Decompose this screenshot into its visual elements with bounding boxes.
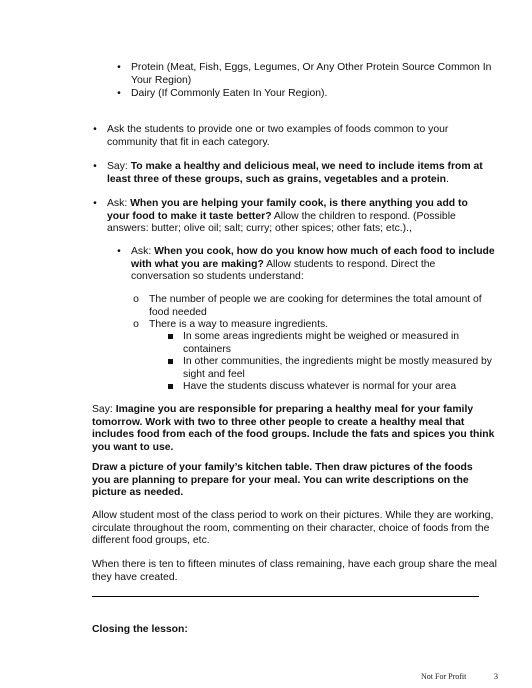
say-label: Say:	[92, 404, 116, 415]
ask-tail: Allow the children to respond. (Possible answers: butter; olive oil; salt; curry; other spices; other fats; etc.).,	[107, 210, 456, 235]
list-item-text: Dairy (If Commonly Eaten In Your Region).	[131, 88, 328, 99]
bullet-square	[165, 356, 175, 369]
page-number: 3	[494, 672, 498, 681]
bullet-square	[165, 331, 175, 344]
bullet-circle: o	[133, 319, 139, 330]
bullet-dot: •	[117, 62, 121, 73]
say-bold-text: Imagine you are responsible for preparing a healthy meal for your family tomorrow. Work with two to three other people to create a healthy meal that includes food from each of the food groups. Include the fats and spices you think you want to use.	[92, 404, 495, 453]
list-item-text: Have the students discuss whatever is normal for your area	[183, 381, 457, 392]
bullet-dot: •	[93, 124, 97, 135]
bullet-dot: •	[117, 246, 121, 257]
ask-label: Ask:	[107, 198, 131, 209]
bullet-circle: o	[133, 294, 139, 305]
closing-heading: Closing the lesson:	[92, 624, 188, 635]
ask-tail: Allow students to respond. Direct the conversation so students understand:	[131, 258, 436, 283]
list-item-text: Protein (Meat, Fish, Eggs, Legumes, Or Any Other Protein Source Common In Your Region)	[131, 62, 492, 86]
list-item-text	[131, 246, 496, 284]
ask-bold-text: When you are helping your family cook, is there anything you add to your food to make it taste better?	[107, 198, 468, 222]
share-meal-paragraph: When there is ten to fifteen minutes of class remaining, have each group share the meal they have created.	[92, 559, 497, 583]
list-item-text: Ask the students to provide one or two examples of foods common to your community that fit in each category.	[107, 124, 449, 148]
list-item-text: The number of people we are cooking for determines the total amount of food needed	[149, 294, 482, 318]
list-item-text	[107, 198, 492, 236]
say-bold-text: To make a healthy and delicious meal, we need to include items from at least three of these groups, such as grains, vegetables and a protein	[107, 161, 483, 185]
list-item-text: In other communities, the ingredients might be mostly measured by sight and feel	[183, 356, 492, 380]
allow-time-paragraph: Allow student most of the class period to work on their pictures. While they are working, circulate throughout the room, commenting on their character, choice of foods from the different food groups, etc.	[92, 510, 494, 547]
draw-instruction-paragraph: Draw a picture of your family’s kitchen table. Then draw pictures of the foods you are planning to prepare for your meal. You can write descriptions on the picture as needed.	[92, 462, 473, 499]
bullet-square	[165, 381, 175, 394]
horizontal-rule	[92, 596, 479, 597]
bullet-dot: •	[93, 198, 97, 209]
ask-bold-text: When you cook, how do you know how much of each food to include with what you are making?	[131, 246, 495, 270]
bullet-dot: •	[117, 88, 121, 99]
say-label: Say:	[107, 161, 131, 172]
list-item-text	[107, 161, 492, 186]
say-imagine-paragraph	[92, 404, 502, 454]
ask-label: Ask:	[131, 246, 155, 257]
say-tail: .	[445, 173, 449, 185]
list-item-text: There is a way to measure ingredients.	[149, 319, 329, 330]
bullet-dot: •	[93, 161, 97, 172]
list-item-text: In some areas ingredients might be weighed or measured in containers	[183, 331, 460, 355]
footer-label: Not For Profit	[421, 672, 467, 681]
